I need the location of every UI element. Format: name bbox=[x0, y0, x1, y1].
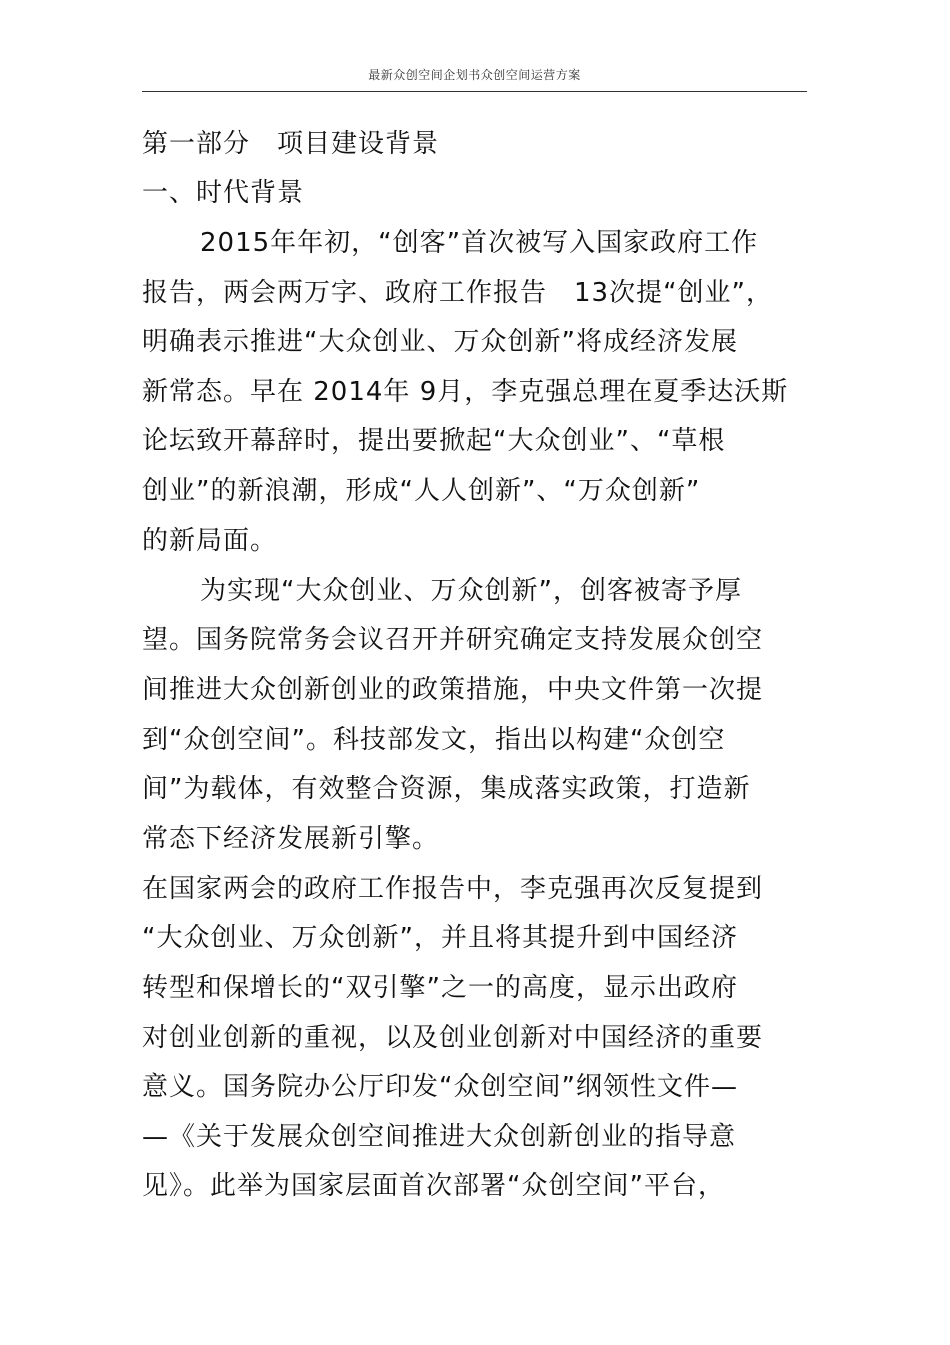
page-header-title: 最新众创空间企划书众创空间运营方案 bbox=[368, 68, 581, 82]
paragraph-3-line-6: —《关于发展众创空间推进大众创新创业的指导意 bbox=[142, 1122, 737, 1152]
paragraph-2-line-1: 为实现“大众创业、万众创新”，创客被寄予厚 bbox=[200, 576, 742, 606]
paragraph-2-line-5: 间”为载体，有效整合资源，集成落实政策，打造新 bbox=[142, 774, 751, 804]
paragraph-1-line-3: 明确表示推进“大众创业、万众创新”将成经济发展 bbox=[142, 327, 738, 357]
paragraph-1-line-7: 的新局面。 bbox=[142, 526, 278, 556]
paragraph-2-line-6: 常态下经济发展新引擎。 bbox=[142, 824, 440, 854]
paragraph-2-line-2: 望。国务院常务会议召开并研究确定支持发展众创空 bbox=[142, 625, 764, 655]
paragraph-2-line-4: 到“众创空间”。科技部发文，指出以构建“众创空 bbox=[142, 725, 726, 755]
paragraph-3-line-2: “大众创业、万众创新”，并且将其提升到中国经济 bbox=[142, 923, 738, 953]
paragraph-1-line-5: 论坛致开幕辞时，提出要掀起“大众创业”、“草根 bbox=[142, 426, 726, 456]
paragraph-1-line-6: 创业”的新浪潮，形成“人人创新”、“万众创新” bbox=[142, 476, 701, 506]
paragraph-2-line-3: 间推进大众创新创业的政策措施，中央文件第一次提 bbox=[142, 675, 764, 705]
paragraph-3-line-3: 转型和保增长的“双引擎”之一的高度，显示出政府 bbox=[142, 973, 738, 1003]
subsection-heading: 一、时代背景 bbox=[142, 178, 305, 208]
paragraph-1-line-1: 2015年年初，“创客”首次被写入国家政府工作 bbox=[200, 228, 759, 258]
paragraph-3-line-7: 见》。此举为国家层面首次部署“众创空间”平台， bbox=[142, 1171, 725, 1201]
paragraph-1-line-4: 新常态。早在 2014年 9月，李克强总理在夏季达沃斯 bbox=[142, 377, 789, 407]
paragraph-3-line-1: 在国家两会的政府工作报告中，李克强再次反复提到 bbox=[142, 874, 764, 904]
paragraph-3-line-5: 意义。国务院办公厅印发“众创空间”纲领性文件— bbox=[142, 1072, 738, 1102]
paragraph-3-line-4: 对创业创新的重视，以及创业创新对中国经济的重要 bbox=[142, 1023, 764, 1053]
section-heading: 第一部分 项目建设背景 bbox=[142, 129, 440, 159]
paragraph-1-line-2: 报告，两会两万字、政府工作报告 13次提“创业”， bbox=[142, 278, 774, 308]
header-divider bbox=[142, 91, 807, 92]
